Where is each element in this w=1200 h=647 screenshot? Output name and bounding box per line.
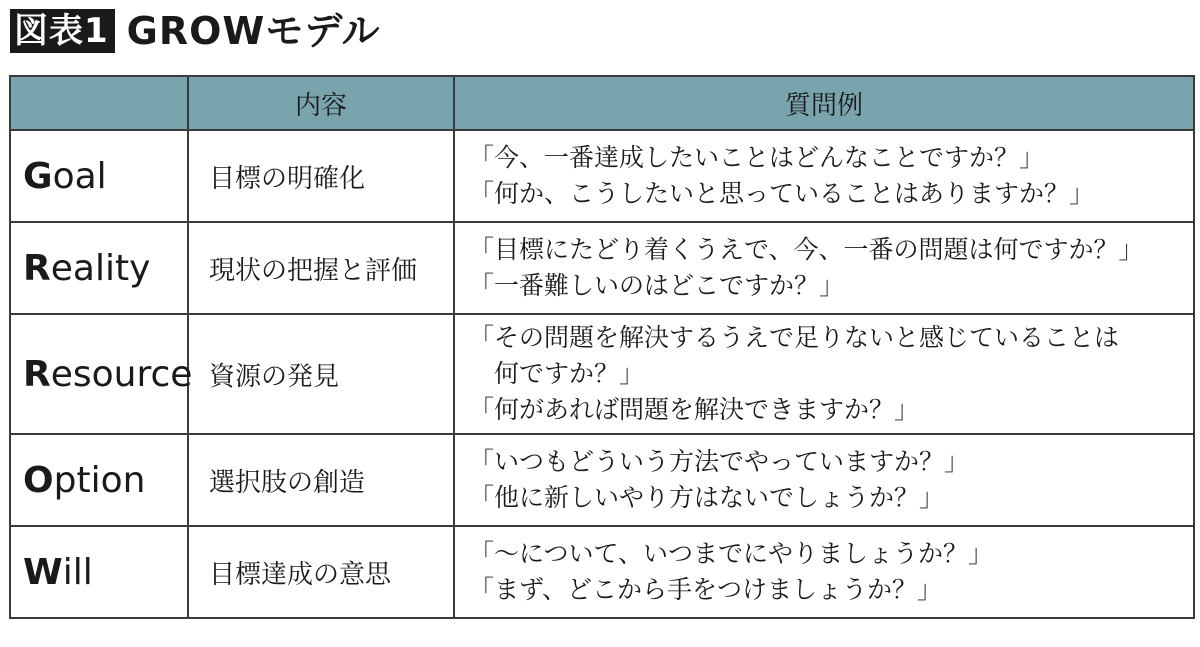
step-initial: G	[23, 155, 53, 197]
step-name-cell	[10, 526, 188, 618]
question-line: 「他に新しいやり方はないでしょうか？」	[469, 483, 945, 512]
table-row-option	[10, 434, 1194, 526]
step-name-cell	[10, 222, 188, 314]
step-name-cell	[10, 434, 188, 526]
content-cell: 目標達成の意思	[188, 526, 454, 618]
grow-model-table	[9, 75, 1195, 619]
question-line: 「目標にたどり着くうえで、今、一番の問題は何ですか？」	[469, 235, 1144, 264]
table-row-reality	[10, 222, 1194, 314]
header-cell-content: 内容	[188, 76, 454, 130]
step-initial: O	[23, 459, 54, 501]
question-line: 何ですか？」	[469, 359, 645, 388]
step-initial: R	[23, 247, 51, 289]
questions-cell	[454, 314, 1194, 434]
header-cell-questions: 質問例	[454, 76, 1194, 130]
step-initial: R	[23, 353, 51, 395]
step-name-rest: ption	[53, 459, 146, 501]
step-name-cell	[10, 130, 188, 222]
question-line: 「今、一番達成したいことはどんなことですか？」	[469, 143, 1045, 172]
step-name-rest: oal	[52, 155, 107, 197]
question-line: 「一番難しいのはどこですか？」	[469, 271, 845, 300]
question-line: 「その問題を解決するうえで足りないと感じていることは	[469, 323, 1120, 352]
question-line: 「何があれば問題を解決できますか？」	[469, 395, 920, 424]
content-cell: 資源の発見	[188, 314, 454, 434]
figure-title-row	[10, 6, 380, 56]
step-name-cell	[10, 314, 193, 434]
step-name-rest: ill	[62, 551, 93, 593]
questions-cell	[454, 434, 1194, 526]
question-line: 「〜について、いつまでにやりましょうか？」	[469, 539, 994, 568]
header-cell-key	[10, 76, 188, 130]
content-cell: 選択肢の創造	[188, 434, 454, 526]
table-header-row	[10, 76, 1194, 130]
figure-title: GROWモデル	[126, 9, 381, 53]
content-cell: 目標の明確化	[188, 130, 454, 222]
table-row-will	[10, 526, 1194, 618]
questions-cell	[454, 222, 1194, 314]
figure-badge: 図表1	[10, 9, 115, 53]
table-row-resource	[10, 314, 1194, 434]
table-row-goal	[10, 130, 1194, 222]
step-name-rest: eality	[50, 247, 151, 289]
step-name-rest: esource	[50, 353, 193, 395]
question-line: 「まず、どこから手をつけましょうか？」	[469, 575, 943, 604]
questions-cell	[454, 526, 1194, 618]
content-cell: 現状の把握と評価	[188, 222, 454, 314]
step-initial: W	[23, 551, 63, 593]
question-line: 「何か、こうしたいと思っていることはありますか？」	[469, 179, 1095, 208]
questions-cell	[454, 130, 1194, 222]
question-line: 「いつもどういう方法でやっていますか？」	[469, 447, 970, 476]
